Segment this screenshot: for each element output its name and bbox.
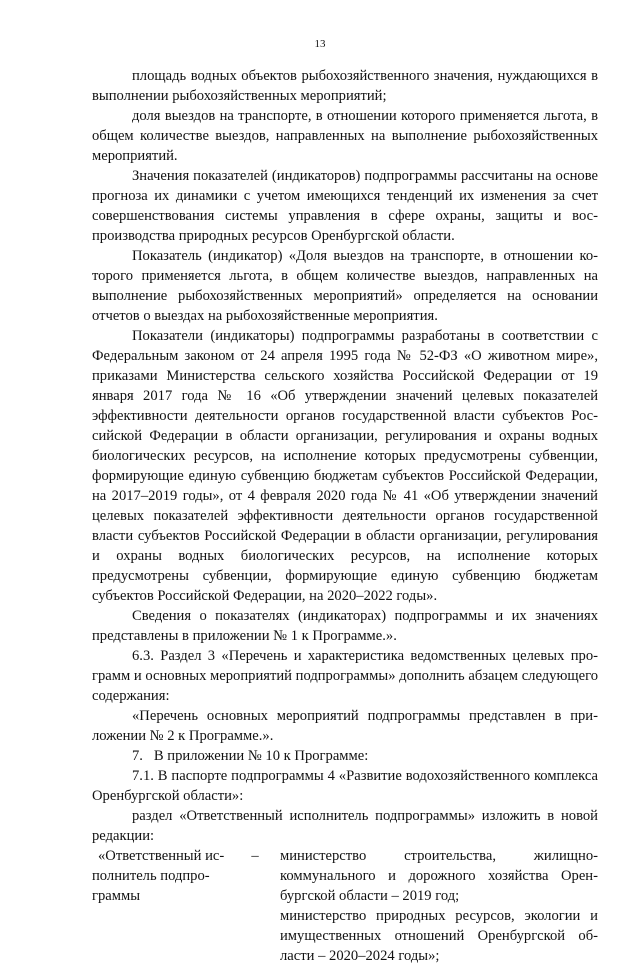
field-value: министерство строительства, жилищно-коммунального и дорожного хозяйства Оренбургской области – 2019 год; <box>280 848 598 904</box>
paragraph: раздел «Ответственный исполнитель подпрограммы» изложить в новой редакции: <box>92 808 598 844</box>
paragraph: доля выездов на транспорте, в отношении которого применяется льгота, в общем количестве выездов, направленных на выполнение рыбохозяйственных мероприятий. <box>92 108 598 164</box>
paragraph: 7. В приложении № 10 к Программе: <box>132 748 369 764</box>
field-value: министерство природных ресурсов, экологии и имущественных отношений Оренбургской области – 2020–2024 годы»; <box>280 908 598 964</box>
paragraph: Сведения о показателях (индикаторах) подпрограммы и их значениях представлены в приложении № 1 к Программе.». <box>92 608 598 644</box>
paragraph: Показатели (индикаторы) подпрограммы разработаны в соответствии с Федеральным законом от 24 апреля 1995 года № 52-ФЗ «О животном мире», приказами Министерства сельского хозяйства Российской Федерации от 19 января 2017 года № 16 «Об утверждении значений целевых показателей эффективности деятельности органов государственной власти субъектов Российской Федерации в области организации, регулирования и охраны водных биологических ресурсов, на исполнение которых предусмотрены субвенции, формирующие единую субвенцию бюджетам субъектов Российской Федерации, на 2017–2019 годы», от 4 февраля 2020 года № 41 «Об утверждении значений целевых показателей эффективности деятельности органов государственной власти субъектов Российской Федерации в области организации, регулирования и охраны водных биологических ресурсов, на исполнение которых предусмотрены субвенции, формирующие единую субвенцию бюджетам субъектов Российской Федерации, на 2020–2022 годы». <box>92 328 598 604</box>
paragraph: «Перечень основных мероприятий подпрограммы представлен в приложении № 2 к Программе.». <box>92 708 598 744</box>
responsible-executor-table <box>92 846 598 966</box>
paragraph: 6.3. Раздел 3 «Перечень и характеристика ведомственных целевых программ и основных мероприятий подпрограммы» дополнить абзацем следующего содержания: <box>92 648 598 704</box>
field-values <box>280 846 598 966</box>
paragraph: Показатель (индикатор) «Доля выездов на транспорте, в отношении которого применяется льгота, в общем количестве выездов, направленных на выполнение рыбохозяйственных мероприятий» определяется на основании отчетов о выездах на рыбохозяйственные мероприятия. <box>92 248 598 324</box>
field-label: «Ответственный исполнитель подпрограммы <box>92 848 225 904</box>
page-number: 13 <box>314 38 326 50</box>
paragraph: площадь водных объектов рыбохозяйственного значения, нуждающихся в выполнении рыбохозяйственных мероприятий; <box>92 68 598 104</box>
field-dash: – <box>251 848 259 864</box>
document-body <box>92 66 598 966</box>
paragraph: Значения показателей (индикаторов) подпрограммы рассчитаны на основе прогноза их динамики с учетом имеющихся тенденций их изменения за счет совершенствования системы управления в сфере охраны, защиты и воспроизводства природных ресурсов Оренбургской области. <box>92 168 598 244</box>
paragraph: 7.1. В паспорте подпрограммы 4 «Развитие водохозяйственного комплекса Оренбургской области»: <box>92 768 598 804</box>
